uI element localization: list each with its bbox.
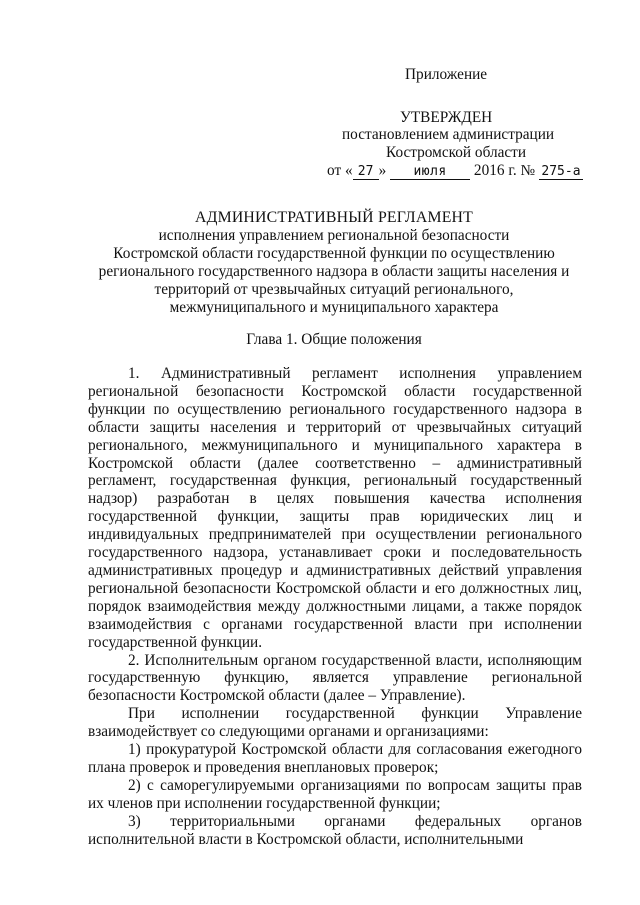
date-mid: » [378, 162, 387, 179]
subtitle-line: Костромской области государственной функции по осуществлению [113, 244, 555, 262]
date-month: июля [390, 164, 470, 180]
decree-line: постановлением администрации [342, 126, 555, 143]
title-block [60, 209, 608, 316]
paragraph: 3) территориальными органами федеральных органов исполнительной власти в Костромской области, исполнительными [88, 812, 582, 848]
date-prefix: от « [327, 162, 353, 179]
appendix-label: Приложение [405, 66, 488, 83]
document-title: АДМИНИСТРАТИВНЫЙ РЕГЛАМЕНТ [194, 209, 473, 226]
paragraph: 1) прокуратурой Костромской области для согласования ежегодного плана проверок и проведения внеплановых проверок; [88, 741, 582, 776]
decree-number: 275-а [539, 164, 583, 180]
subtitle-line: исполнения управлением региональной безопасности [158, 226, 510, 244]
subtitle-line: регионального государственного надзора в области защиты населения и [98, 262, 570, 280]
paragraph: При исполнении государственной функции Управление взаимодействует со следующими органами и организациями: [88, 705, 582, 741]
subtitle-line: межмуниципального и муниципального характера [169, 298, 499, 316]
region-line: Костромской области [386, 144, 527, 161]
chapter-heading: Глава 1. Общие положения [246, 331, 422, 348]
approved-label: УТВЕРЖДЕН [400, 109, 493, 126]
subtitle-line: территорий от чрезвычайных ситуаций регионального, [154, 280, 514, 298]
paragraph: 2. Исполнительным органом государственной власти, исполняющим государственную функцию, является управление региональной безопасности Костромской области (далее – Управление). [88, 651, 582, 705]
date-number-line [327, 162, 583, 180]
date-day: 27 [353, 164, 379, 180]
paragraph: 1. Административный регламент исполнения управлением региональной безопасности Костромской области государственной функции по осуществлению регионального государственного надзора в области защиты населения и территорий от чрезвычайных ситуаций регионального, межмуниципального и муниципального характера в Костромской области (далее соответственно – административный регламент, государственная функция, региональный государственный надзор) разработан в целях повышения качества исполнения государственной функции, защиты прав юридических лиц и индивидуальных предпринимателей при осуществлении регионального государственного надзора, устанавливает сроки и последовательность административных процедур и административных действий управления региональной безопасности Костромской области и его должностных лиц, порядок взаимодействия между должностными лицами, а также порядок взаимодействия с органами государственной власти при исполнении государственной функции. [88, 365, 582, 651]
body-text [88, 365, 582, 848]
paragraph: 2) с саморегулируемыми организациями по вопросам защиты прав их членов при исполнении государственной функции; [88, 776, 582, 812]
date-year: 2016 г. № [473, 162, 536, 179]
